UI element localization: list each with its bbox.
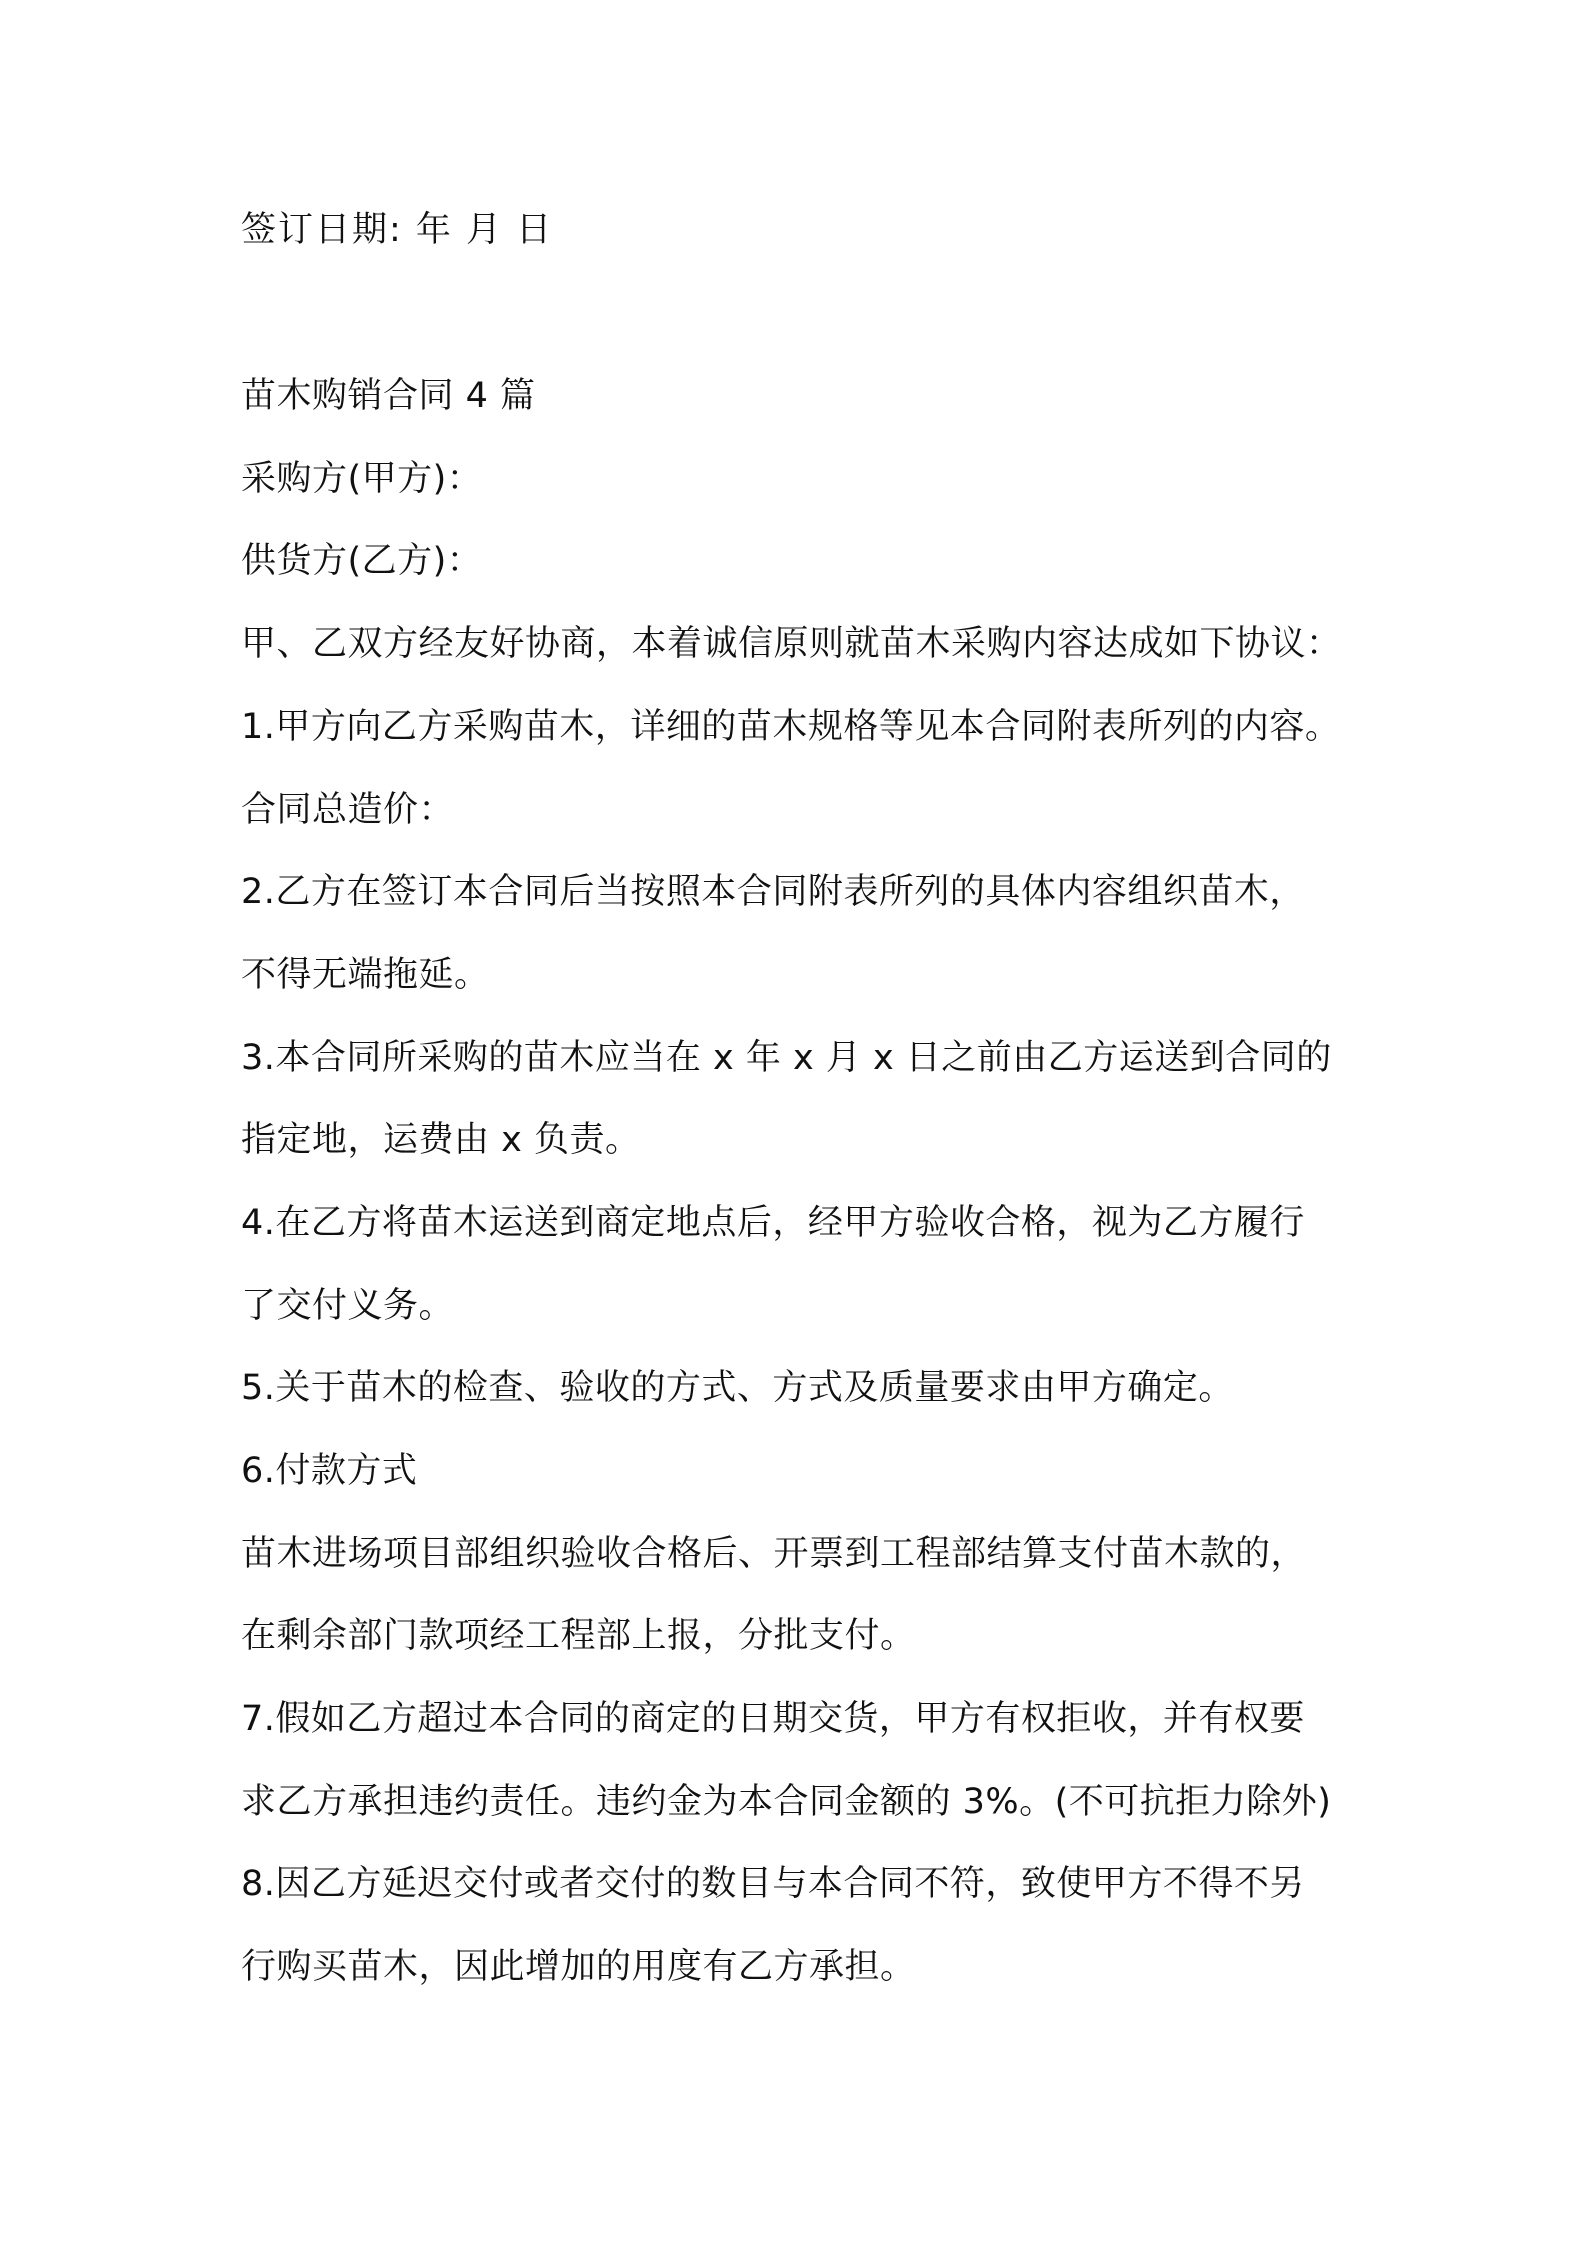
clause-6-heading: 6.付款方式 <box>241 1451 418 1491</box>
clause-5: 5.关于苗木的检查、验收的方式、方式及质量要求由甲方确定。 <box>241 1368 1234 1408</box>
clause-6-line-1: 苗木进场项目部组织验收合格后、开票到工程部结算支付苗木款的， <box>241 1534 1307 1574</box>
clause-4-line-2: 了交付义务。 <box>241 1286 455 1326</box>
clause-2-line-2: 不得无端拖延。 <box>241 955 490 995</box>
signing-date: 签订日期: 年 月 日 <box>241 210 554 250</box>
clause-3-line-1: 3.本合同所采购的苗木应当在 x 年 x 月 x 日之前由乙方运送到合同的 <box>241 1038 1332 1078</box>
document-title: 苗木购销合同 4 篇 <box>241 376 536 416</box>
buyer-party: 采购方(甲方)： <box>241 459 483 499</box>
supplier-party: 供货方(乙方)： <box>241 541 483 581</box>
clause-7-line-2: 求乙方承担违约责任。违约金为本合同金额的 3%。(不可抗拒力除外) <box>241 1782 1332 1822</box>
total-price: 合同总造价： <box>241 790 455 830</box>
clause-8-line-1: 8.因乙方延迟交付或者交付的数目与本合同不符，致使甲方不得不另 <box>241 1864 1305 1904</box>
intro-paragraph: 甲、乙双方经友好协商，本着诚信原则就苗木采购内容达成如下协议： <box>241 624 1342 664</box>
clause-2-line-1: 2.乙方在签订本合同后当按照本合同附表所列的具体内容组织苗木， <box>241 872 1305 912</box>
clause-6-line-2: 在剩余部门款项经工程部上报，分批支付。 <box>241 1616 916 1656</box>
clause-1: 1.甲方向乙方采购苗木，详细的苗木规格等见本合同附表所列的内容。 <box>241 707 1341 747</box>
clause-4-line-1: 4.在乙方将苗木运送到商定地点后，经甲方验收合格，视为乙方履行 <box>241 1203 1305 1243</box>
clause-3-line-2: 指定地，运费由 x 负责。 <box>241 1120 641 1160</box>
clause-7-line-1: 7.假如乙方超过本合同的商定的日期交货，甲方有权拒收，并有权要 <box>241 1699 1305 1739</box>
clause-8-line-2: 行购买苗木，因此增加的用度有乙方承担。 <box>241 1947 916 1987</box>
